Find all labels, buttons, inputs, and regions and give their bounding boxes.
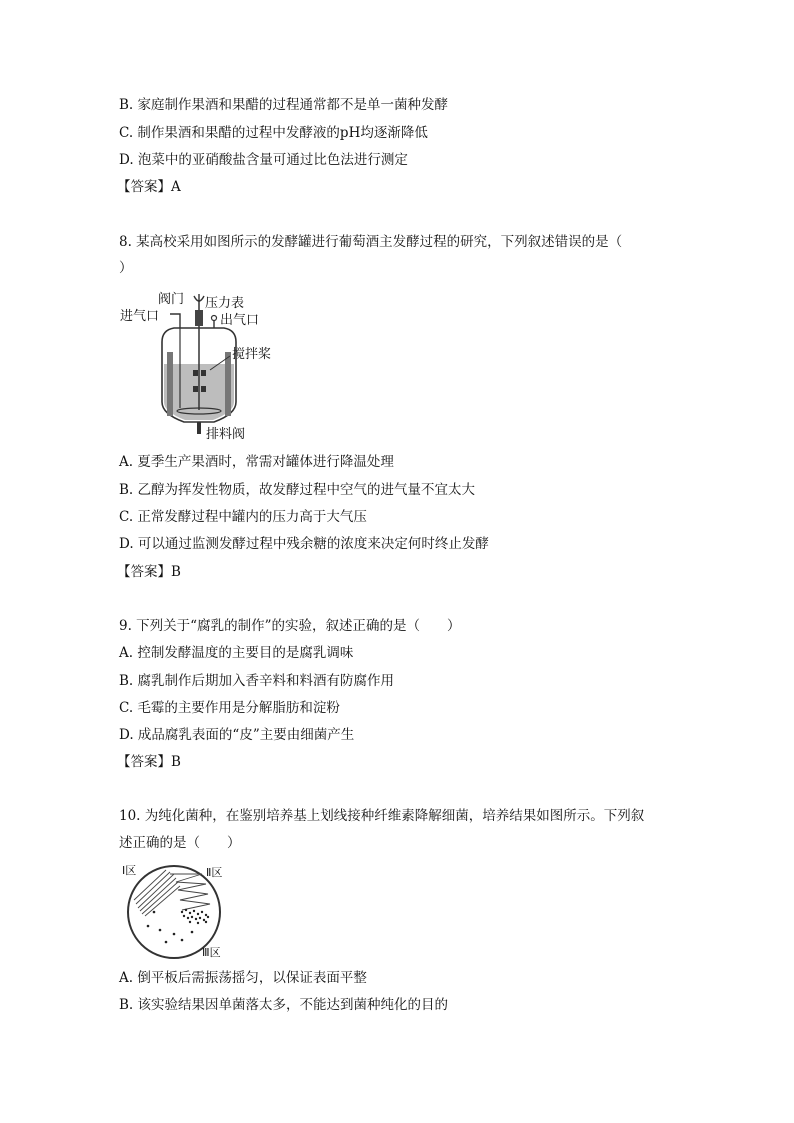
label-drain: 排料阀 (206, 427, 246, 442)
q9-option-c: C. 毛霉的主要作用是分解脂肪和淀粉 (119, 700, 340, 716)
q7-option-d: D. 泡菜中的亚硝酸盐含量可通过比色法进行测定 (119, 152, 408, 168)
q7-option-b: B. 家庭制作果酒和果醋的过程通常都不是单一菌种发酵 (119, 97, 449, 113)
jacket-right (225, 352, 231, 416)
q8-option-c: C. 正常发酵过程中罐内的压力高于大气压 (119, 509, 367, 525)
q9-option-a: A. 控制发酵温度的主要目的是腐乳调味 (119, 645, 354, 661)
q9-answer: 【答案】B (117, 754, 181, 770)
q10-option-a: A. 倒平板后需振荡摇匀，以保证表面平整 (119, 970, 367, 986)
q9-option-b: B. 腐乳制作后期加入香辛料和料酒有防腐作用 (119, 673, 395, 689)
q7-option-c: C. 制作果酒和果醋的过程中发酵液的pH均逐渐降低 (119, 125, 428, 141)
fermenter-diagram (118, 290, 288, 442)
q10-stem-line2: 述正确的是（ ） (119, 835, 241, 851)
label-zone1: Ⅰ区 (122, 864, 137, 877)
q9-stem: 9. 下列关于“腐乳的制作”的实验，叙述正确的是（ ） (119, 618, 461, 634)
q9-option-d: D. 成品腐乳表面的“皮”主要由细菌产生 (119, 727, 355, 743)
label-inlet: 进气口 (120, 309, 160, 324)
streak-plate-diagram (120, 860, 232, 960)
label-outlet: 出气口 (220, 313, 260, 328)
label-valve: 阀门 (158, 292, 185, 307)
q8-option-d: D. 可以通过监测发酵过程中残余糖的浓度来决定何时终止发酵 (119, 536, 489, 552)
inlet-pipe (170, 314, 180, 328)
q8-stem-line2: ） (119, 260, 133, 276)
label-pressure: 压力表 (205, 296, 245, 311)
q7-answer: 【答案】A (117, 179, 181, 195)
label-zone3: Ⅲ区 (202, 946, 221, 959)
q8-answer: 【答案】B (117, 564, 181, 580)
label-stirrer: 搅拌桨 (232, 347, 272, 362)
q8-stem-line1: 8. 某高校采用如图所示的发酵罐进行葡萄酒主发酵过程的研究，下列叙述错误的是（ (119, 234, 623, 250)
jacket-left (167, 352, 173, 416)
label-zone2: Ⅱ区 (206, 866, 223, 879)
q10-stem-line1: 10. 为纯化菌种，在鉴别培养基上划线接种纤维素降解细菌，培养结果如图所示。下列叙 (119, 808, 645, 824)
q8-option-a: A. 夏季生产果酒时，常需对罐体进行降温处理 (119, 454, 394, 470)
drain-valve (197, 422, 201, 434)
pressure-gauge (195, 310, 203, 326)
q8-option-b: B. 乙醇为挥发性物质，故发酵过程中空气的进气量不宜太大 (119, 482, 476, 498)
q10-option-b: B. 该实验结果因单菌落太多，不能达到菌种纯化的目的 (119, 997, 449, 1013)
